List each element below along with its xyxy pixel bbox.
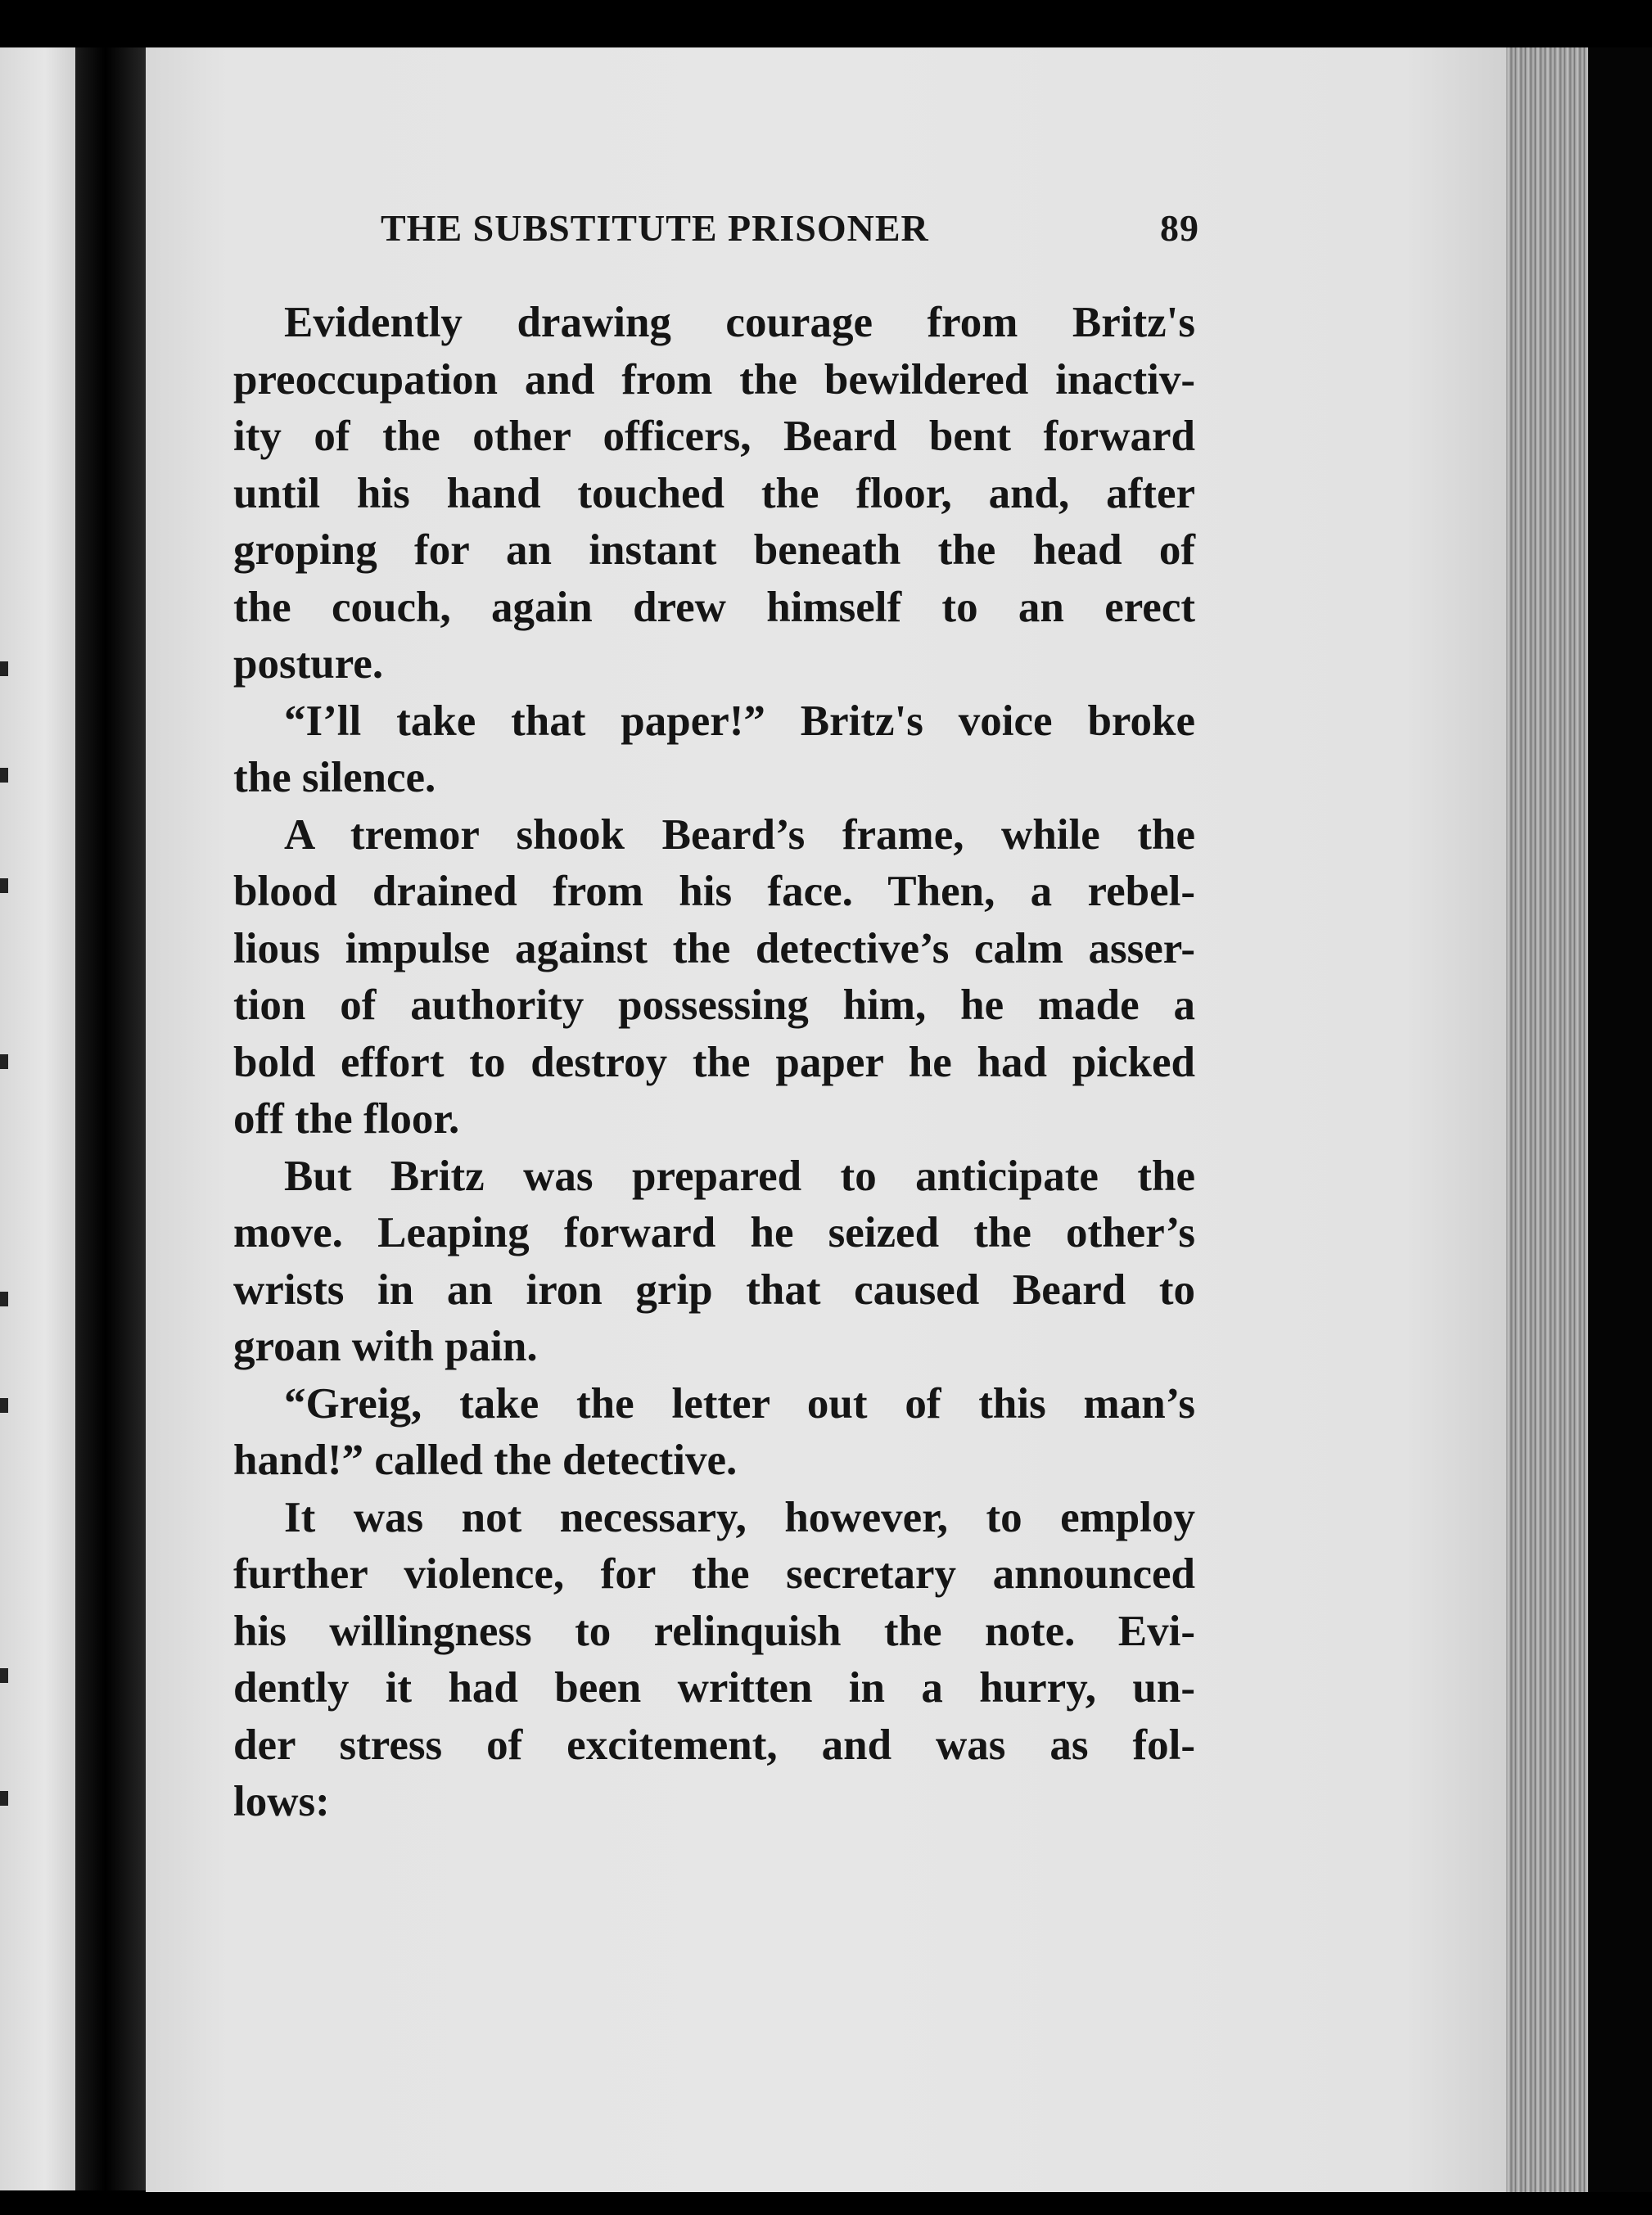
text-line: Evidently drawing courage from Britz's xyxy=(284,299,1195,346)
text-line: the couch, again drew himself to an erect xyxy=(233,583,1195,631)
body-text xyxy=(233,295,1195,1831)
text-line: But Britz was prepared to anticipate the xyxy=(284,1152,1195,1200)
text-line: lows: xyxy=(233,1778,330,1825)
text-line: groan with pain. xyxy=(233,1323,538,1370)
text-line: his willingness to relinquish the note. Evi- xyxy=(233,1607,1195,1655)
binding-gutter xyxy=(75,47,151,2190)
running-head xyxy=(381,206,1199,264)
scan-border xyxy=(1588,47,1652,2192)
text-line: lious impulse against the detective’s calm asser- xyxy=(233,924,1195,972)
facing-page-mark xyxy=(0,1668,8,1683)
text-line: It was not necessary, however, to employ xyxy=(284,1493,1195,1541)
text-line: the silence. xyxy=(233,754,436,801)
facing-page-mark xyxy=(0,1292,8,1306)
text-line: “Greig, take the letter out of this man’s xyxy=(284,1379,1195,1428)
facing-page-mark xyxy=(0,661,8,676)
text-line: dently it had been written in a hurry, un- xyxy=(233,1664,1195,1712)
text-line: groping for an instant beneath the head of xyxy=(233,526,1195,574)
facing-page-mark xyxy=(0,768,8,783)
text-line: A tremor shook Beard’s frame, while the xyxy=(284,810,1195,859)
facing-page-mark xyxy=(0,1054,8,1069)
running-head-title: THE SUBSTITUTE PRISONER xyxy=(381,207,929,249)
text-line: “I’ll take that paper!” Britz's voice broke xyxy=(284,697,1195,745)
text-line: wrists in an iron grip that caused Beard to xyxy=(233,1265,1195,1314)
text-line: bold effort to destroy the paper he had picked xyxy=(233,1038,1195,1086)
text-line: further violence, for the secretary announced xyxy=(233,1550,1195,1598)
text-line: tion of authority possessing him, he made a xyxy=(233,981,1195,1029)
page-number: 89 xyxy=(1160,207,1199,249)
facing-page-mark xyxy=(0,1398,8,1413)
text-line: preoccupation and from the bewildered inactiv- xyxy=(233,355,1195,404)
text-line: until his hand touched the floor, and, after xyxy=(233,469,1195,517)
facing-page-mark xyxy=(0,878,8,893)
text-line: posture. xyxy=(233,640,384,688)
facing-page-mark xyxy=(0,1791,8,1806)
text-line: ity of the other officers, Beard bent forward xyxy=(233,413,1195,460)
facing-page-edge xyxy=(0,47,75,2190)
text-line: der stress of excitement, and was as fol- xyxy=(233,1721,1195,1769)
text-line: move. Leaping forward he seized the other’s xyxy=(233,1209,1195,1256)
text-line: off the floor. xyxy=(233,1095,460,1143)
text-line: hand!” called the detective. xyxy=(233,1437,738,1484)
page-edge-stack xyxy=(1506,47,1588,2192)
text-line: blood drained from his face. Then, a rebel- xyxy=(233,868,1195,915)
